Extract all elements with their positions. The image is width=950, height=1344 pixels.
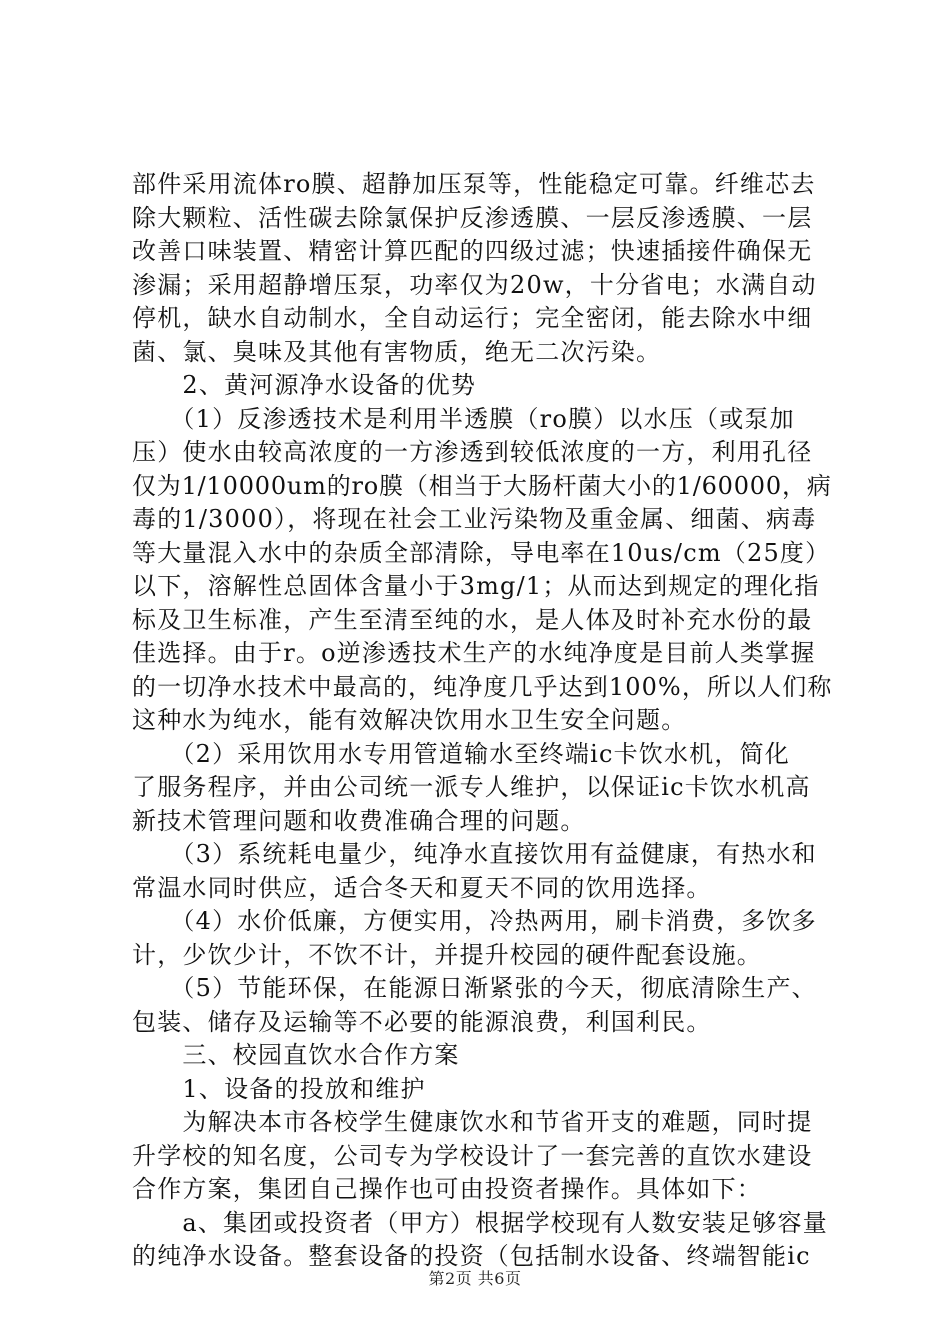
text-line: 毒的1/3000），将现在社会工业污染物及重金属、细菌、病毒 xyxy=(132,505,817,533)
text-line: 这种水为纯水，能有效解决饮用水卫生安全问题。 xyxy=(132,706,687,734)
text-line: 1、设备的投放和维护 xyxy=(132,1074,426,1103)
text-line: 部件采用流体ro膜、超静加压泵等，性能稳定可靠。纤维芯去 xyxy=(132,170,816,198)
text-line: 改善口味装置、精密计算匹配的四级过滤；快速插接件确保无 xyxy=(132,237,813,265)
text-line: 菌、氯、臭味及其他有害物质，绝无二次污染。 xyxy=(132,337,662,366)
text-line: 2、黄河源净水设备的优势 xyxy=(132,371,477,399)
text-line: 升学校的知名度，公司专为学校设计了一套完善的直饮水建设 xyxy=(132,1141,813,1170)
text-line: 仅为1/10000um的ro膜（相当于大肠杆菌大小的1/60000，病 xyxy=(132,471,832,500)
page-footer: 第2页 共6页 xyxy=(428,1269,522,1288)
text-line: 合作方案，集团自己操作也可由投资者操作。具体如下： xyxy=(132,1175,762,1203)
text-line: 渗漏；采用超静增压泵，功率仅为20w，十分省电；水满自动 xyxy=(132,270,817,299)
text-line: （2）采用饮用水专用管道输水至终端ic卡饮水机，简化 xyxy=(132,739,790,768)
text-line: 常温水同时供应，适合冬天和夏天不同的饮用选择。 xyxy=(132,873,712,902)
text-line: 计，少饮少计，不饮不计，并提升校园的硬件配套设施。 xyxy=(132,940,762,969)
text-line: 的一切净水技术中最高的，纯净度几乎达到100%，所以人们称 xyxy=(132,672,833,701)
text-line: 为解决本市各校学生健康饮水和节省开支的难题，同时提 xyxy=(132,1108,813,1136)
text-line: （5）节能环保，在能源日渐紧张的今天，彻底清除生产、 xyxy=(132,974,817,1002)
text-line: 三、校园直饮水合作方案 xyxy=(132,1041,460,1069)
text-line: （3）系统耗电量少，纯净水直接饮用有益健康，有热水和 xyxy=(132,840,817,868)
body-text xyxy=(132,168,832,1274)
text-line: 新技术管理问题和收费准确合理的问题。 xyxy=(132,806,586,835)
text-line: 的纯净水设备。整套设备的投资（包括制水设备、终端智能ic xyxy=(132,1242,811,1270)
text-line: 以下，溶解性总固体含量小于3mg/1；从而达到规定的理化指 xyxy=(132,572,820,600)
text-line: 标及卫生标准，产生至清至纯的水，是人体及时补充水份的最 xyxy=(132,605,813,634)
text-line: 等大量混入水中的杂质全部清除，导电率在10us/cm（25度） xyxy=(132,538,831,567)
text-line: （4）水价低廉，方便实用，冷热两用，刷卡消费，多饮多 xyxy=(132,907,817,935)
text-line: 佳选择。由于r。o逆渗透技术生产的水纯净度是目前人类掌握 xyxy=(132,639,816,667)
text-line: 了服务程序，并由公司统一派专人维护，以保证ic卡饮水机高 xyxy=(132,773,811,801)
text-line: 包装、储存及运输等不必要的能源浪费，利国利民。 xyxy=(132,1007,712,1036)
text-line: （1）反渗透技术是利用半透膜（ro膜）以水压（或泵加 xyxy=(132,404,795,433)
text-line: a、集团或投资者（甲方）根据学校现有人数安装足够容量 xyxy=(132,1208,828,1237)
text-line: 压）使水由较高浓度的一方渗透到较低浓度的一方，利用孔径 xyxy=(132,438,813,466)
text-line: 除大颗粒、活性碳去除氯保护反渗透膜、一层反渗透膜、一层 xyxy=(132,203,813,232)
text-line: 停机，缺水自动制水，全自动运行；完全密闭，能去除水中细 xyxy=(132,304,813,332)
